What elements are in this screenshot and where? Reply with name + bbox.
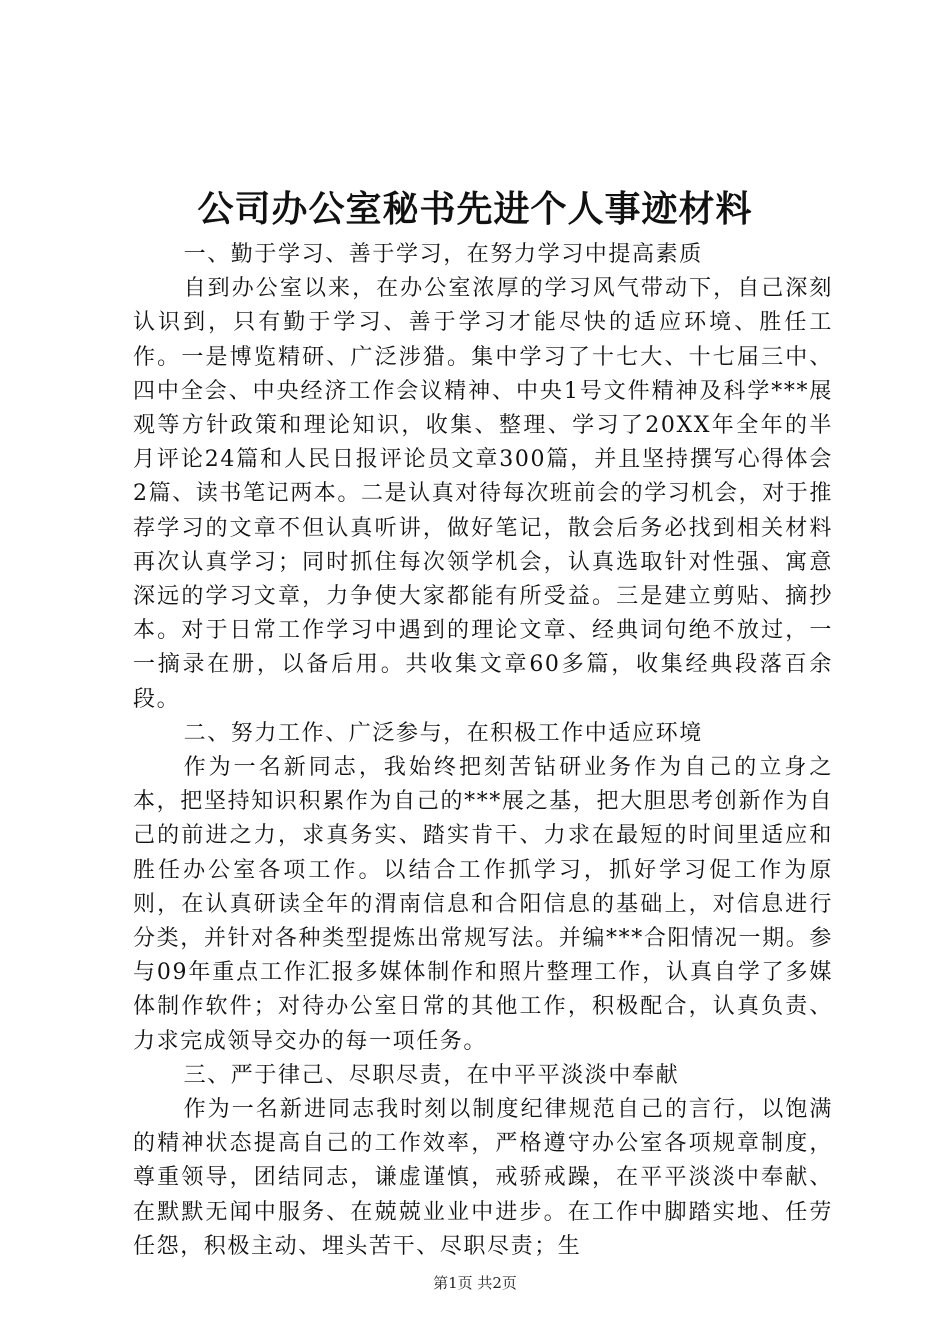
section-heading-2: 二、努力工作、广泛参与，在积极工作中适应环境 [183,720,703,746]
body-paragraph-2: 作为一名新同志，我始终把刻苦钻研业务作为自己的立身之本，把坚持知识积累作为自己的***展之基，把大胆思考创新作为自己的前进之力，求真务实、踏实肯干、力求在最短的时间里适应和胜任办公室各项工作。以结合工作抓学习，抓好学习促工作为原则，在认真研读全年的渭南信息和合阳信息的基础上，对信息进行分类，并针对各种类型提炼出常规写法。并编***合阳情况一期。参与09年重点工作汇报多媒体制作和照片整理工作，认真自学了多媒体制作软件；对待办公室日常的其他工作，积极配合，认真负责、力求完成领导交办的每一项任务。 [133,755,833,1054]
document-body [133,238,833,1264]
page-number-footer: 第1页 共2页 [433,1274,517,1292]
section-heading-1: 一、勤于学习、善于学习，在努力学习中提高素质 [183,242,703,267]
body-paragraph-1: 自到办公室以来，在办公室浓厚的学习风气带动下，自己深刻认识到，只有勤于学习、善于学习才能尽快的适应环境、胜任工作。一是博览精研、广泛涉猎。集中学习了十七大、十七届三中、四中全会、中央经济工作会议精神、中央1号文件精神及科学***展观等方针政策和理论知识，收集、整理、学习了20XX年全年的半月评论24篇和人民日报评论员文章300篇，并且坚持撰写心得体会2篇、读书笔记两本。二是认真对待每次班前会的学习机会，对于推荐学习的文章不但认真听讲，做好笔记，散会后务必找到相关材料再次认真学习；同时抓住每次领学机会，认真选取针对性强、寓意深远的学习文章，力争使大家都能有所受益。三是建立剪贴、摘抄本。对于日常工作学习中遇到的理论文章、经典词句绝不放过，一一摘录在册，以备后用。共收集文章60多篇，收集经典段落百余段。 [133,276,833,712]
section-heading-3: 三、严于律己、尽职尽责，在中平平淡淡中奉献 [183,1062,680,1088]
body-paragraph-3: 作为一名新进同志我时刻以制度纪律规范自己的言行，以饱满的精神状态提高自己的工作效率，严格遵守办公室各项规章制度，尊重领导，团结同志，谦虚谨慎，戒骄戒躁，在平平淡淡中奉献、在默默无闻中服务、在兢兢业业中进步。在工作中脚踏实地、任劳任怨，积极主动、埋头苦干、尽职尽责；生 [133,1097,833,1259]
document-title: 公司办公室秘书先进个人事迹材料 [197,189,753,230]
